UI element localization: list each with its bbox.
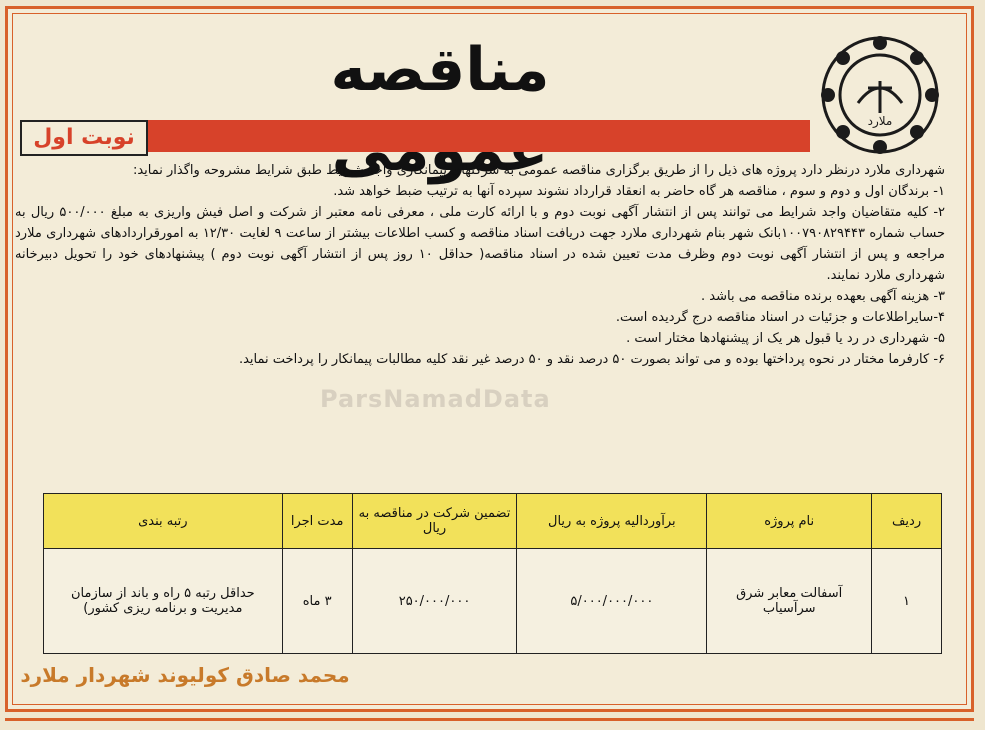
- cell-project-name: آسفالت معابر شرق سرآسیاب: [707, 549, 872, 654]
- condition-item: ۱- برندگان اول و دوم و سوم ، مناقصه هر گاه حاضر به انعقاد قرارداد نشوند سپرده آنها به ترتیب ضبط خواهد شد.: [333, 184, 945, 199]
- table-header-row: [44, 494, 942, 549]
- condition-item: ۶- کارفرما مختار در نحوه پرداختها بوده و می تواند بصورت ۵۰ درصد نقد و ۵۰ درصد غیر نقد کلیه مطالبات پیمانکار را پرداخت نماید.: [238, 352, 945, 367]
- header-rating: رتبه بندی: [44, 494, 283, 549]
- title-bar: [95, 120, 810, 152]
- table-row: [44, 549, 942, 654]
- page-title: مناقصه: [330, 35, 550, 105]
- municipality-logo: [818, 33, 942, 157]
- header-project-name: نام پروژه: [707, 494, 872, 549]
- watermark: ParsNamadData: [320, 385, 551, 413]
- header-guarantee: تضمین شرکت در مناقصه به ریال: [352, 494, 517, 549]
- condition-item: ۵- شهرداری در رد یا قبول هر یک از پیشنهادها مختار است .: [626, 331, 945, 346]
- cell-row-number: ۱: [872, 549, 942, 654]
- condition-item: ۲- کلیه متقاضیان واجد شرایط می توانند پس از انتشار آگهی نوبت دوم و با ارائه کارت ملی ، معرفی نامه معتبر از شرکت و اصل فیش واریزی به مبلغ ۵۰۰/۰۰۰ ریال به حساب شماره ۱۰۰۷۹۰۸۲۹۴۴۳بانک شهر بنام شهرداری ملارد جهت دریافت اسناد مناقصه و کسب اطلاعات بیشتر از ساعت ۹ لغایت ۱۲/۳۰ به امورقراردادهای شهرداری ملارد مراجعه و پس از انتشار آگهی نوبت دوم وظرف مدت تعیین شده در اسناد مناقصه( حداقل ۱۰ روز پس از انتشار آگهی نوبت دوم ) پیشنهادهای خود را تحویل دبیرخانه شهرداری ملارد نمایند.: [15, 205, 946, 283]
- logo-text: ملارد: [867, 114, 893, 128]
- round-tag: نوبت اول: [20, 120, 148, 156]
- cell-duration: ۳ ماه: [282, 549, 352, 654]
- header-estimate: برآوردالیه پروژه به ریال: [517, 494, 707, 549]
- project-table: [43, 493, 942, 654]
- intro-paragraph: شهرداری ملارد درنظر دارد پروژه های ذیل را از طریق برگزاری مناقصه عمومی به شرکتهای پیمانکاری واجد شرایط طبق شرایط مشروحه واگذار نماید:: [132, 163, 945, 178]
- signature: محمد صادق کولیوند شهردار ملارد: [20, 663, 350, 687]
- condition-item: ۳- هزینه آگهی بعهده برنده مناقصه می باشد .: [701, 289, 945, 304]
- condition-item: ۴-سایراطلاعات و جزئیات در اسناد مناقصه درج گردیده است.: [615, 310, 945, 325]
- cell-rating: حداقل رتبه ۵ راه و باند از سازمان مدیریت و برنامه ریزی کشور): [44, 549, 283, 654]
- bottom-divider: [5, 718, 974, 730]
- notice-body: [15, 160, 945, 370]
- cell-estimate: ۵/۰۰۰/۰۰۰/۰۰۰: [517, 549, 707, 654]
- header-row-number: ردیف: [872, 494, 942, 549]
- cell-guarantee: ۲۵۰/۰۰۰/۰۰۰: [352, 549, 517, 654]
- header-duration: مدت اجرا: [282, 494, 352, 549]
